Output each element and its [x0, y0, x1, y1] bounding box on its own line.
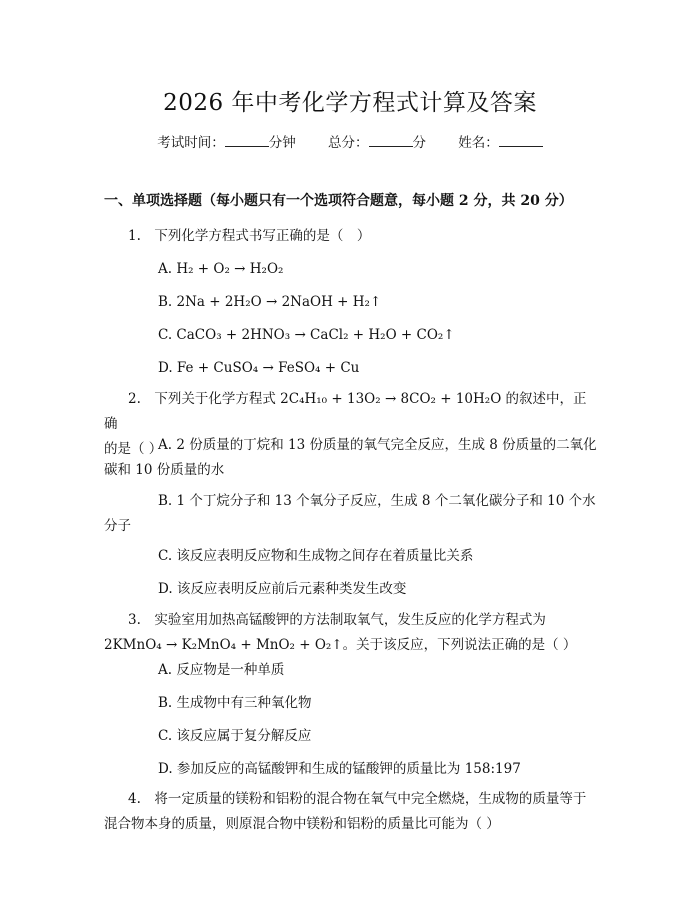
question-3-option-a[interactable]: A. 反应物是一种单质	[158, 662, 285, 678]
question-2-option-b-line1: B. 1 个丁烷分子和 13 个氧分子反应，生成 8 个二氧化碳分子和 10 个水	[158, 493, 596, 509]
question-3-text-line2: 2KMnO₄ → K₂MnO₄ + MnO₂ + O₂↑。关于该反应，下列说法正确的是（ ）	[104, 637, 577, 653]
question-2-option-b[interactable]	[104, 489, 600, 539]
question-2-option-a[interactable]	[104, 433, 600, 483]
score-label: 总分：	[328, 135, 369, 151]
question-2-text-line1: 2. 下列关于化学方程式 2C₄H₁₀ + 13O₂ → 8CO₂ + 10H₂O 的叙述中，正确	[104, 391, 587, 432]
question-1-stem	[104, 224, 600, 249]
exam-meta	[0, 131, 700, 151]
question-1-option-c[interactable]: C. CaCO₃ + 2HNO₃ → CaCl₂ + H₂O + CO₂↑	[158, 327, 455, 343]
page-title: 2026 年中考化学方程式计算及答案	[163, 90, 537, 116]
time-label: 考试时间：	[157, 135, 225, 151]
section-heading: 一、单项选择题（每小题只有一个选项符合题意，每小题 2 分，共 20 分）	[104, 193, 573, 209]
score-field	[328, 135, 430, 151]
question-2-option-b-line2: 分子	[104, 518, 131, 534]
question-2-option-a-line1: A. 2 份质量的丁烷和 13 份质量的氧气完全反应，生成 8 份质量的二氧化	[158, 437, 597, 453]
question-1-option-d[interactable]: D. Fe + CuSO₄ → FeSO₄ + Cu	[158, 360, 360, 376]
score-blank[interactable]	[369, 134, 413, 147]
question-3-option-c[interactable]: C. 该反应属于复分解反应	[158, 728, 312, 744]
name-field	[458, 135, 543, 151]
time-blank[interactable]	[225, 134, 269, 147]
question-4-stem	[104, 787, 600, 837]
time-unit: 分钟	[268, 135, 296, 151]
question-1-option-b[interactable]: B. 2Na + 2H₂O → 2NaOH + H₂↑	[158, 294, 382, 310]
question-2-option-c[interactable]: C. 该反应表明反应物和生成物之间存在着质量比关系	[158, 548, 474, 564]
question-1-option-a[interactable]: A. H₂ + O₂ → H₂O₂	[158, 261, 284, 277]
name-label: 姓名：	[458, 135, 499, 151]
question-2-option-a-line2: 碳和 10 份质量的水	[104, 462, 225, 478]
question-3-stem	[104, 608, 600, 658]
time-field	[157, 135, 300, 151]
question-3-option-b[interactable]: B. 生成物中有三种氧化物	[158, 695, 312, 711]
score-unit: 分	[412, 135, 426, 151]
question-1-text: 1. 下列化学方程式书写正确的是（ ）	[128, 228, 371, 244]
question-4-text-line2: 混合物本身的质量，则原混合物中镁粉和铝粉的质量比可能为（ ）	[104, 816, 500, 832]
question-2-option-d[interactable]: D. 该反应表明反应前后元素种类发生改变	[158, 581, 407, 597]
question-3-text-line1: 3. 实验室用加热高锰酸钾的方法制取氧气，发生反应的化学方程式为	[128, 612, 546, 628]
question-2-text-line2: 的是（ ）	[104, 441, 163, 457]
question-4-text-line1: 4. 将一定质量的镁粉和铝粉的混合物在氧气中完全燃烧，生成物的质量等于	[128, 791, 587, 807]
name-blank[interactable]	[499, 134, 543, 147]
question-3-option-d[interactable]: D. 参加反应的高锰酸钾和生成的锰酸钾的质量比为 158:197	[158, 761, 521, 777]
